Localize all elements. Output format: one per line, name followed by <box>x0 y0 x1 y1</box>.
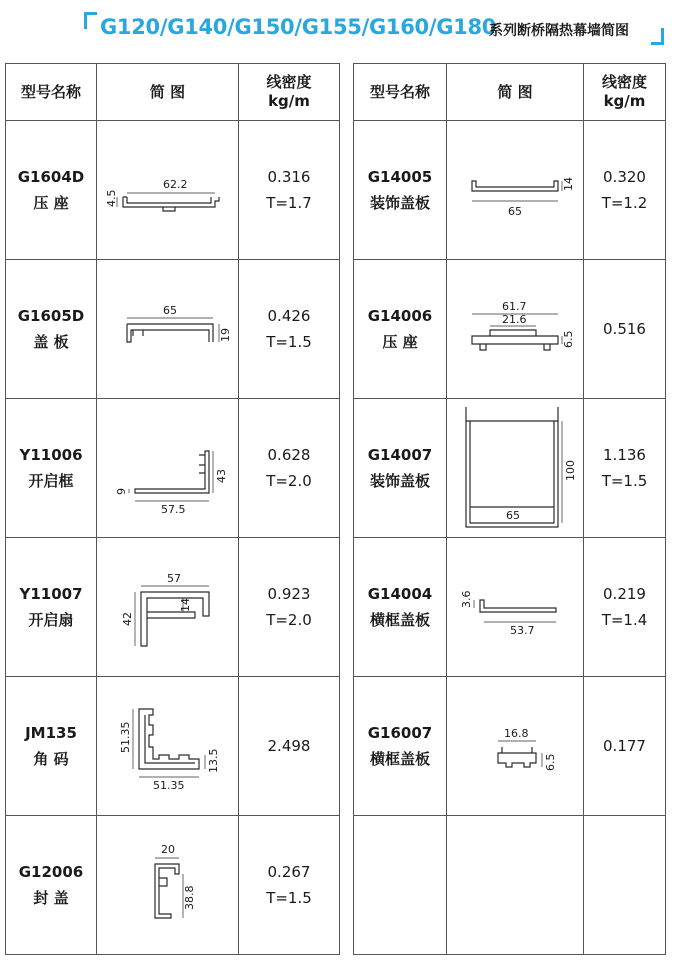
dim-label: 6.5 <box>562 330 575 348</box>
profile-diagram <box>103 552 233 662</box>
model-name: 横框盖板 <box>369 611 430 629</box>
page-header <box>84 8 670 46</box>
profile-diagram <box>103 413 233 523</box>
dim-label: 51.35 <box>152 779 184 792</box>
thickness-value: T=1.5 <box>266 333 312 351</box>
table-row-empty <box>354 816 666 955</box>
empty-cell <box>447 816 584 955</box>
thickness-value: T=2.0 <box>266 611 312 629</box>
density-value: 0.219 <box>603 585 646 603</box>
dim-label: 4.5 <box>104 189 118 207</box>
dim-label: 19 <box>218 328 232 342</box>
dim-label: 100 <box>564 460 577 481</box>
col-header-diagram: 简 图 <box>447 64 584 121</box>
model-code: G1605D <box>17 307 85 325</box>
density-value: 1.136 <box>603 446 646 464</box>
col-header-diagram: 简 图 <box>97 64 239 121</box>
model-cell <box>6 399 97 538</box>
model-name: 开启框 <box>28 472 74 490</box>
density-cell <box>239 399 340 538</box>
model-cell <box>354 677 447 816</box>
col-header-model: 型号名称 <box>6 64 97 121</box>
dim-label: 62.2 <box>162 178 187 191</box>
table-header-row <box>354 64 666 121</box>
model-code: JM135 <box>25 724 77 742</box>
dim-label: 38.8 <box>182 885 196 910</box>
table-row <box>6 121 340 260</box>
diagram-cell <box>447 121 584 260</box>
density-value: 0.923 <box>267 585 311 603</box>
density-header-line2: kg/m <box>603 92 646 110</box>
model-code: G14004 <box>367 585 433 603</box>
dim-label: 65 <box>508 205 522 218</box>
table-row <box>354 399 666 538</box>
dim-label: 53.7 <box>510 624 535 637</box>
empty-cell <box>354 816 447 955</box>
table-row <box>6 260 340 399</box>
dim-label: 6.5 <box>544 753 557 771</box>
density-value: 2.498 <box>267 737 311 755</box>
dim-label: 57 <box>166 572 181 585</box>
thickness-value: T=1.5 <box>266 889 312 907</box>
model-code: Y11007 <box>19 585 83 603</box>
dim-label: 61.7 <box>502 300 527 313</box>
profile-diagram <box>450 135 580 245</box>
model-code: G14007 <box>367 446 433 464</box>
density-cell <box>584 121 666 260</box>
density-value: 0.267 <box>267 863 311 881</box>
density-value: 0.516 <box>603 320 646 338</box>
dim-label: 21.6 <box>502 313 527 326</box>
model-code: Y11006 <box>19 446 83 464</box>
table-row <box>6 677 340 816</box>
diagram-cell <box>97 260 239 399</box>
density-cell <box>239 677 340 816</box>
diagram-cell <box>97 121 239 260</box>
dim-label: 3.6 <box>460 590 473 608</box>
model-name: 压 座 <box>382 333 418 351</box>
col-header-model: 型号名称 <box>354 64 447 121</box>
density-cell <box>584 677 666 816</box>
density-cell <box>239 538 340 677</box>
header-bracket-left <box>84 12 97 29</box>
model-name: 装饰盖板 <box>369 194 430 212</box>
table-row <box>354 121 666 260</box>
table-row <box>354 538 666 677</box>
dim-label: 14 <box>178 598 192 612</box>
profile-diagram <box>103 830 233 940</box>
model-cell <box>6 260 97 399</box>
diagram-cell <box>447 677 584 816</box>
profile-diagram <box>103 135 233 245</box>
dim-label: 20 <box>160 843 175 856</box>
dim-label: 57.5 <box>160 503 185 516</box>
model-code: G14005 <box>367 168 433 186</box>
model-cell <box>354 260 447 399</box>
density-value: 0.320 <box>603 168 646 186</box>
density-cell <box>584 399 666 538</box>
density-value: 0.628 <box>267 446 311 464</box>
model-cell <box>6 121 97 260</box>
table-row <box>354 677 666 816</box>
profile-diagram <box>450 691 580 801</box>
dim-label: 65 <box>162 304 177 317</box>
model-name: 角 码 <box>33 750 69 768</box>
dim-label: 13.5 <box>206 748 220 773</box>
density-header-line2: kg/m <box>268 92 310 110</box>
profile-diagram <box>103 691 233 801</box>
model-code: G16007 <box>367 724 433 742</box>
model-cell <box>354 538 447 677</box>
thickness-value: T=2.0 <box>266 472 312 490</box>
thickness-value: T=1.2 <box>601 194 648 212</box>
thickness-value: T=1.4 <box>601 611 648 629</box>
model-cell <box>6 538 97 677</box>
model-name: 盖 板 <box>33 333 69 351</box>
profile-diagram <box>450 403 580 533</box>
density-cell <box>584 260 666 399</box>
density-value: 0.316 <box>267 168 311 186</box>
density-cell <box>239 816 340 955</box>
diagram-cell <box>447 260 584 399</box>
spec-table-right <box>353 63 666 955</box>
density-header-line1: 线密度 <box>266 73 312 91</box>
diagram-cell <box>447 538 584 677</box>
table-row <box>354 260 666 399</box>
thickness-value: T=1.7 <box>266 194 312 212</box>
thickness-value: T=1.5 <box>601 472 648 490</box>
density-cell <box>239 121 340 260</box>
diagram-cell <box>97 399 239 538</box>
empty-cell <box>584 816 666 955</box>
model-cell <box>354 121 447 260</box>
dim-label: 65 <box>506 509 520 522</box>
header-description: 系列断桥隔热幕墙简图 <box>489 23 629 39</box>
model-code: G1604D <box>17 168 85 186</box>
model-name: 开启扇 <box>28 611 74 629</box>
profile-diagram <box>103 274 233 384</box>
dim-label: 16.8 <box>504 727 529 740</box>
diagram-cell <box>97 538 239 677</box>
density-value: 0.426 <box>267 307 311 325</box>
dim-label: 51.35 <box>118 721 132 753</box>
diagram-cell <box>447 399 584 538</box>
model-code: G14006 <box>367 307 433 325</box>
col-header-density <box>239 64 340 121</box>
spec-table-left <box>5 63 340 955</box>
table-row <box>6 538 340 677</box>
header-models: G120/G140/G150/G155/G160/G180 <box>100 15 497 39</box>
model-code: G12006 <box>18 863 84 881</box>
table-row <box>6 816 340 955</box>
table-row <box>6 399 340 538</box>
profile-diagram <box>450 274 580 384</box>
profile-diagram <box>450 552 580 662</box>
density-value: 0.177 <box>603 737 646 755</box>
density-cell <box>584 538 666 677</box>
dim-label: 14 <box>562 177 575 191</box>
col-header-density <box>584 64 666 121</box>
density-header-line1: 线密度 <box>601 73 647 91</box>
diagram-cell <box>97 816 239 955</box>
dim-label: 42 <box>120 612 134 626</box>
dim-label: 43 <box>214 469 228 483</box>
model-cell <box>354 399 447 538</box>
density-cell <box>239 260 340 399</box>
dim-label: 9 <box>114 488 128 495</box>
model-name: 装饰盖板 <box>369 472 430 490</box>
model-name: 压 座 <box>33 194 69 212</box>
header-bracket-right <box>651 28 664 45</box>
model-name: 横框盖板 <box>369 750 430 768</box>
model-cell <box>6 816 97 955</box>
diagram-cell <box>97 677 239 816</box>
table-header-row <box>6 64 340 121</box>
model-cell <box>6 677 97 816</box>
model-name: 封 盖 <box>33 889 69 907</box>
